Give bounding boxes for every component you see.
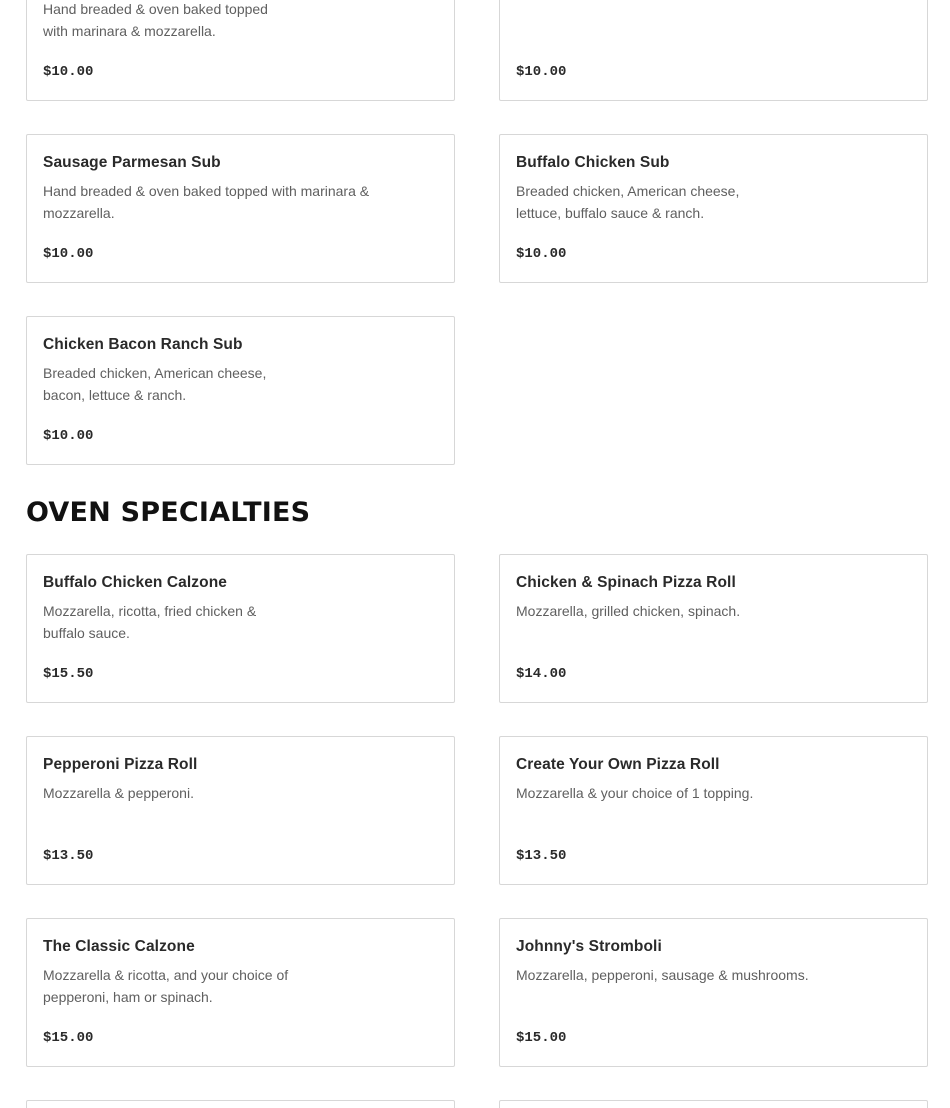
menu-item-price: $13.50	[43, 848, 94, 864]
menu-item-card[interactable]	[26, 918, 455, 1067]
menu-item-card[interactable]	[499, 0, 928, 101]
menu-item-price: $15.00	[43, 1030, 94, 1046]
menu-item-card[interactable]	[499, 134, 928, 283]
menu-item-title: Johnny's Stromboli	[516, 938, 662, 955]
menu-item-price: $10.00	[516, 246, 567, 262]
menu-item-card[interactable]	[499, 736, 928, 885]
menu-item-price: $15.00	[516, 1030, 567, 1046]
menu-item-card[interactable]	[26, 1100, 455, 1108]
menu-item-description: Mozzarella, grilled chicken, spinach.	[516, 603, 741, 619]
menu-item-price: $10.00	[516, 64, 567, 80]
menu-item-description: Mozzarella & your choice of 1 topping.	[516, 785, 754, 801]
menu-item-title: Pepperoni Pizza Roll	[43, 756, 198, 773]
menu-item-description: Mozzarella & pepperoni.	[43, 785, 194, 801]
menu-item-price: $10.00	[43, 428, 94, 444]
menu-item-card[interactable]	[499, 918, 928, 1067]
menu-item-price: $10.00	[43, 64, 94, 80]
menu-item-description: Hand breaded & oven baked topped with marinara & mozzarella.	[43, 1, 268, 39]
menu-item-title: Chicken Bacon Ranch Sub	[43, 336, 243, 353]
menu-item-price: $14.00	[516, 666, 567, 682]
menu-item-description: Hand breaded & oven baked topped with marinara & mozzarella.	[43, 183, 370, 221]
menu-item-price: $10.00	[43, 246, 94, 262]
menu-item-card[interactable]	[26, 134, 455, 283]
menu-item-description: Mozzarella & ricotta, and your choice of pepperoni, ham or spinach.	[43, 967, 289, 1005]
menu-item-title: Create Your Own Pizza Roll	[516, 756, 720, 773]
section-heading-oven-specialties: OVEN SPECIALTIES	[26, 497, 311, 528]
menu-item-title: Chicken & Spinach Pizza Roll	[516, 574, 736, 591]
menu-item-description: Mozzarella, ricotta, fried chicken & buffalo sauce.	[43, 603, 257, 641]
menu-item-title: Buffalo Chicken Sub	[516, 154, 670, 171]
menu-item-card[interactable]	[26, 0, 455, 101]
menu-item-description: Breaded chicken, American cheese, bacon, lettuce & ranch.	[43, 365, 267, 403]
menu-item-description: Breaded chicken, American cheese, lettuce, buffalo sauce & ranch.	[516, 183, 740, 221]
menu-item-title: Buffalo Chicken Calzone	[43, 574, 228, 591]
menu-item-card[interactable]	[26, 554, 455, 703]
menu-item-description: Mozzarella, pepperoni, sausage & mushrooms.	[516, 967, 809, 983]
menu-item-title: Sausage Parmesan Sub	[43, 154, 221, 171]
menu-item-card[interactable]	[26, 736, 455, 885]
menu-item-title: The Classic Calzone	[43, 938, 195, 955]
menu-item-price: $13.50	[516, 848, 567, 864]
menu-item-card[interactable]	[499, 1100, 928, 1108]
menu-item-card[interactable]	[26, 316, 455, 465]
menu-item-price: $15.50	[43, 666, 94, 682]
menu-item-card[interactable]	[499, 554, 928, 703]
